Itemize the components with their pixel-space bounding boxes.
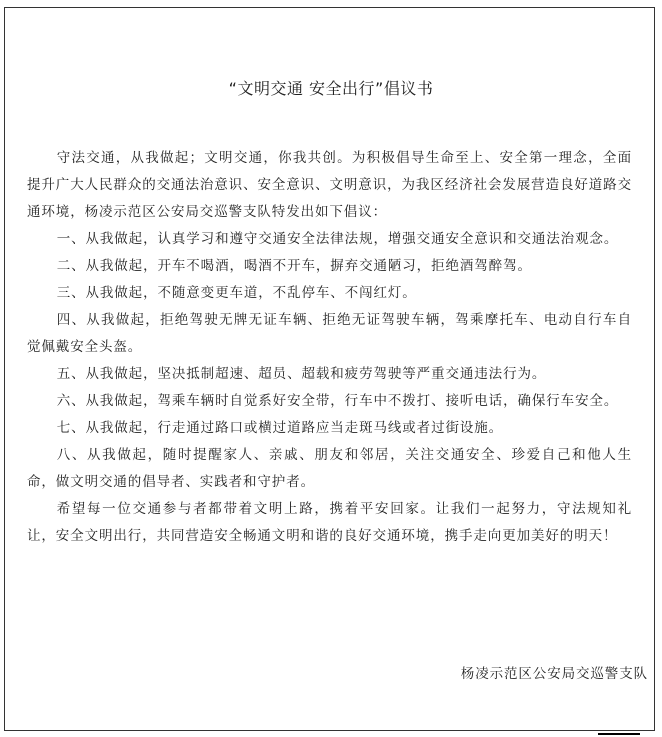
document-body <box>27 145 632 550</box>
intro-paragraph: 守法交通，从我做起；文明交通，你我共创。为积极倡导生命至上、安全第一理念，全面提升广大人民群众的交通法治意识、安全意识、文明意识，为我区经济社会发展营造良好道路交通环境，杨凌示范区公安局交巡警支队特发出如下倡议： <box>27 150 632 220</box>
proposal-item-8: 八、从我做起，随时提醒家人、亲戚、朋友和邻居，关注交通安全、珍爱自己和他人生命，做文明交通的倡导者、实践者和守护者。 <box>27 447 632 490</box>
proposal-item-6: 六、从我做起，驾乘车辆时自觉系好安全带，行车中不拨打、接听电话，确保行车安全。 <box>56 393 619 409</box>
proposal-item-4: 四、从我做起，拒绝驾驶无牌无证车辆、拒绝无证驾驶车辆，驾乘摩托车、电动自行车自觉佩戴安全头盔。 <box>27 312 632 355</box>
proposal-item-3: 三、从我做起，不随意变更车道，不乱停车、不闯红灯。 <box>56 285 417 301</box>
proposal-item-5: 五、从我做起，坚决抵制超速、超员、超载和疲劳驾驶等严重交通违法行为。 <box>56 366 547 382</box>
proposal-item-1: 一、从我做起，认真学习和遵守交通安全法律法规，增强交通安全意识和交通法治观念。 <box>56 231 619 247</box>
proposal-item-7: 七、从我做起，行走通过路口或横过道路应当走斑马线或者过街设施。 <box>56 420 504 436</box>
signature: 杨凌示范区公安局交巡警支队 <box>460 666 648 682</box>
document-title: “文明交通 安全出行”倡议书 <box>228 79 434 98</box>
bottom-rule <box>598 733 640 735</box>
proposal-item-2: 二、从我做起，开车不喝酒，喝酒不开车，摒弃交通陋习，拒绝酒驾醉驾。 <box>56 258 532 274</box>
closing-paragraph: 希望每一位交通参与者都带着文明上路，携着平安回家。让我们一起努力，守法规知礼让，安全文明出行，共同营造安全畅通文明和谐的良好交通环境，携手走向更加美好的明天！ <box>27 501 632 544</box>
